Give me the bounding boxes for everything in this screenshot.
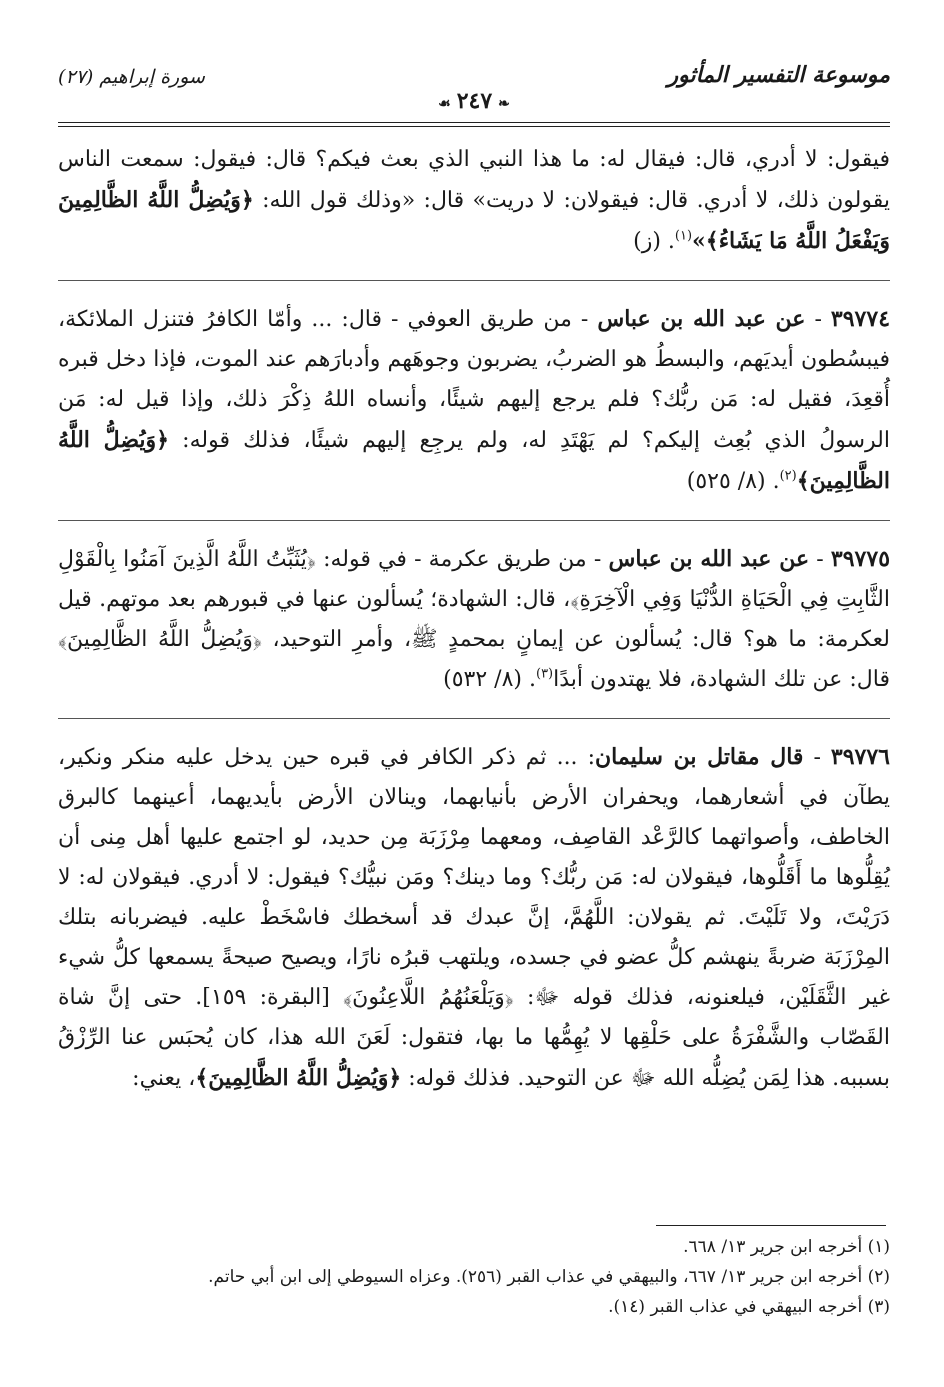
footnote: (١) أخرجه ابن جرير ١٣/ ٦٦٨. xyxy=(683,1237,890,1257)
hadith-number: ٣٩٧٧٤ xyxy=(830,306,891,332)
footnote-ref: (٣) xyxy=(535,666,554,682)
paragraph-divider xyxy=(58,718,890,719)
header-rule xyxy=(58,126,890,127)
narrator: عن عبد الله بن عباس xyxy=(608,546,810,572)
hadith-number: ٣٩٧٧٦ xyxy=(830,744,890,770)
paragraph-divider xyxy=(58,280,890,281)
paragraph-divider xyxy=(58,520,890,521)
paragraph-tail: . (٨/ ٥٣٢) xyxy=(443,667,536,692)
quran-verse: ﴿وَيُضِلُّ اللَّهُ الظَّالِمِينَ﴾ xyxy=(195,1065,402,1091)
paragraph: ٣٩٧٧٤ - عن عبد الله بن عباس - من طريق العوفي - قال: ... وأمّا الكافرُ فتنزل الملائكة، فيبسُطون أيديَهم، والبسطُ هو الضربُ، يضربون وجوهَهم وأدبارَهم عند الموت، فإذا دخل قبره أُقعِدَ، فقيل له: مَن ربُّك؟ فلم يرجع إليهم شيئًا، وأنساه اللهُ ذِكْرَ ذلك، وإذا قيل له: مَن الرسولُ الذي بُعِث إليكم؟ لم يَهْتَدِ له، ولم يرجِع إليهم شيئًا، فذلك قوله: ﴿وَيُضِلُّ اللَّهُ الظَّالِمِينَ﴾$^{(٢)}$. (٨/ ٥٢٥) xyxy=(58,306,891,494)
ornament-icon: ❧ xyxy=(498,96,510,112)
narrator: عن عبد الله بن عباس xyxy=(597,306,806,332)
quran-verse: ﴿وَيُضِلُّ اللَّهُ الظَّالِمِينَ﴾ xyxy=(58,427,890,494)
footnote-rule xyxy=(656,1225,886,1226)
ornament-icon: ☙ xyxy=(438,96,451,112)
paragraph: ٣٩٧٧٦ - قال مقاتل بن سليمان: ... ثم ذكر الكافر في قبره حين يدخل عليه منكر ونكير، يطآن في أشعارهما، ويحفران الأرض بأنيابهما، وينالان الأرض بأيديهما، أعينهما كالبرق الخاطف، وأصواتهما كالرَّعْد القاصِف، ومعهما مِرْزَبَة مِن حديد، لو اجتمع عليها أهل مِنى أن يُقِلُّوها ما أَقَلُّوها، فيقولان له: مَن ربُّك؟ وما دينك؟ ومَن نبيُّك؟ فيقول: لا أدري. فيقولان له: لا دَرَيْتَ، ولا تَلَيْتَ. ثم يقولان: اللَّهُمَّ، إنَّ عبدك قد أسخطك فاسْخَطْ عليه. فيضربانه بتلك المِرْزَبَة ضربةً ينهشم كلُّ عضو في جسده، ويلتهب قبرُه نارًا، ويصيح صيحةً يسمعها كلُّ شيء غير الثَّقَلَيْن، فيلعنونه، فذلك قوله ﷻ: ﴿وَيَلْعَنُهُمُ اللَّاعِنُونَ﴾ [البقرة: ١٥٩]. حتى إنَّ شاة القَصّاب والشَّفْرَةُ على حَلْقِها لا يُهِمُّها ما بها، فتقول: لَعَنَ الله هذا، كان يُحبَس عنا الرِّزْقُ بسببه. هذا لِمَن يُضِلُّه الله ﷻ عن التوحيد. فذلك قوله: ﴿وَيُضِلُّ اللَّهُ الظَّالِمِينَ﴾، يعني: xyxy=(58,744,891,1091)
quran-verse: ﴿وَيُضِلُّ اللَّهُ الظَّالِمِينَ وَيَفْعَلُ اللَّهُ مَا يَشَاءُ﴾» xyxy=(58,187,890,254)
page-number: ٢٤٧ xyxy=(456,88,493,114)
paragraph-text: فيقول: لا أدري، قال: فيقال له: ما هذا النبي الذي بعث فيكم؟ قال: فيقول: سمعت الناس يقولون ذلك، لا أدري. قال: فيقولان: لا دريت» قال: «وذلك قول الله: xyxy=(58,147,890,213)
footnote-ref: (٢) xyxy=(779,468,797,484)
paragraph xyxy=(58,140,890,262)
surah-title: سورة إبراهيم (٢٧) xyxy=(58,66,205,88)
header-rule xyxy=(58,122,890,123)
page-number-block xyxy=(58,88,890,114)
paragraph-tail: ، يعني: xyxy=(132,1066,196,1091)
paragraph-tail: . (ز) xyxy=(633,229,675,254)
book-title: موسوعة التفسير المأثور xyxy=(667,62,890,88)
page-header xyxy=(58,62,890,114)
paragraph-tail: . (٨/ ٥٢٥) xyxy=(686,469,780,494)
hadith-number: ٣٩٧٧٥ xyxy=(830,546,891,572)
paragraph-text: - من طريق العوفي - قال: ... وأمّا الكافرُ فتنزل الملائكة، فيبسُطون أيديَهم، والبسطُ هو الضربُ، يضربون وجوهَهم وأدبارَهم عند الموت، فإذا دخل قبره أُقعِدَ، فقيل له: مَن ربُّك؟ فلم يرجع إليهم شيئًا، وأنساه اللهُ ذِكْرَ ذلك، وإذا قيل له: مَن الرسولُ الذي بُعِث إليكم؟ لم يَهْتَدِ له، ولم يرجِع إليهم شيئًا، فذلك قوله: xyxy=(58,307,890,453)
footnotes xyxy=(58,1232,890,1322)
footnote-ref: (١) xyxy=(674,228,693,244)
footnote: (٢) أخرجه ابن جرير ١٣/ ٦٦٧، والبيهقي في عذاب القبر (٢٥٦). وعزاه السيوطي إلى ابن أبي حاتم. xyxy=(208,1267,890,1287)
paragraph: ٣٩٧٧٥ - عن عبد الله بن عباس - من طريق عكرمة - في قوله: ﴿يُثَبِّتُ اللَّهُ الَّذِينَ آمَنُوا بِالْقَوْلِ الثَّابِتِ فِي الْحَيَاةِ الدُّنْيَا وَفِي الْآخِرَةِ﴾، قال: الشهادة؛ يُسألون عنها في قبورهم بعد موتهم. قيل لعكرمة: ما هو؟ قال: يُسألون عن إيمانٍ بمحمدٍ ﷺ، وأمرِ التوحيد، ﴿وَيُضِلُّ اللَّهُ الظَّالِمِينَ﴾ قال: عن تلك الشهادة، فلا يهتدون أبدًا$^{(٣)}$. (٨/ ٥٣٢) xyxy=(58,546,891,692)
paragraph-text: : ... ثم ذكر الكافر في قبره حين يدخل عليه منكر ونكير، يطآن في أشعارهما، ويحفران الأرض بأنيابهما، وينالان الأرض بأيديهما، أعينهما كالبرق الخاطف، وأصواتهما كالرَّعْد القاصِف، ومعهما مِرْزَبَة مِن حديد، لو اجتمع عليها أهل مِنى أن يُقِلُّوها ما أَقَلُّوها، فيقولان له: مَن ربُّك؟ وما دينك؟ ومَن نبيُّك؟ فيقول: لا أدري. فيقولان له: لا دَرَيْتَ، ولا تَلَيْتَ. ثم يقولان: اللَّهُمَّ، إنَّ عبدك قد أسخطك فاسْخَطْ عليه. فيضربانه بتلك المِرْزَبَة ضربةً ينهشم كلُّ عضو في جسده، ويلتهب قبرُه نارًا، ويصيح صيحةً يسمعها كلُّ شيء غير الثَّقَلَيْن، فيلعنونه، فذلك قوله ﷻ: ﴿وَيَلْعَنُهُمُ اللَّاعِنُونَ﴾ [البقرة: ١٥٩]. حتى إنَّ شاة القَصّاب والشَّفْرَةُ على حَلْقِها لا يُهِمُّها ما بها، فتقول: لَعَنَ الله هذا، كان يُحبَس عنا الرِّزْقُ بسببه. هذا لِمَن يُضِلُّه الله ﷻ عن التوحيد. فذلك قوله: xyxy=(58,745,891,1091)
main-text xyxy=(58,140,890,1117)
paragraph-text: - من طريق عكرمة - في قوله: ﴿يُثَبِّتُ اللَّهُ الَّذِينَ آمَنُوا بِالْقَوْلِ الثَّابِتِ فِي الْحَيَاةِ الدُّنْيَا وَفِي الْآخِرَةِ﴾، قال: الشهادة؛ يُسألون عنها في قبورهم بعد موتهم. قيل لعكرمة: ما هو؟ قال: يُسألون عن إيمانٍ بمحمدٍ ﷺ، وأمرِ التوحيد، ﴿وَيُضِلُّ اللَّهُ الظَّالِمِينَ﴾ قال: عن تلك الشهادة، فلا يهتدون أبدًا xyxy=(58,547,890,692)
footnote: (٣) أخرجه البيهقي في عذاب القبر (١٤). xyxy=(608,1297,890,1317)
narrator: قال مقاتل بن سليمان xyxy=(594,744,804,770)
